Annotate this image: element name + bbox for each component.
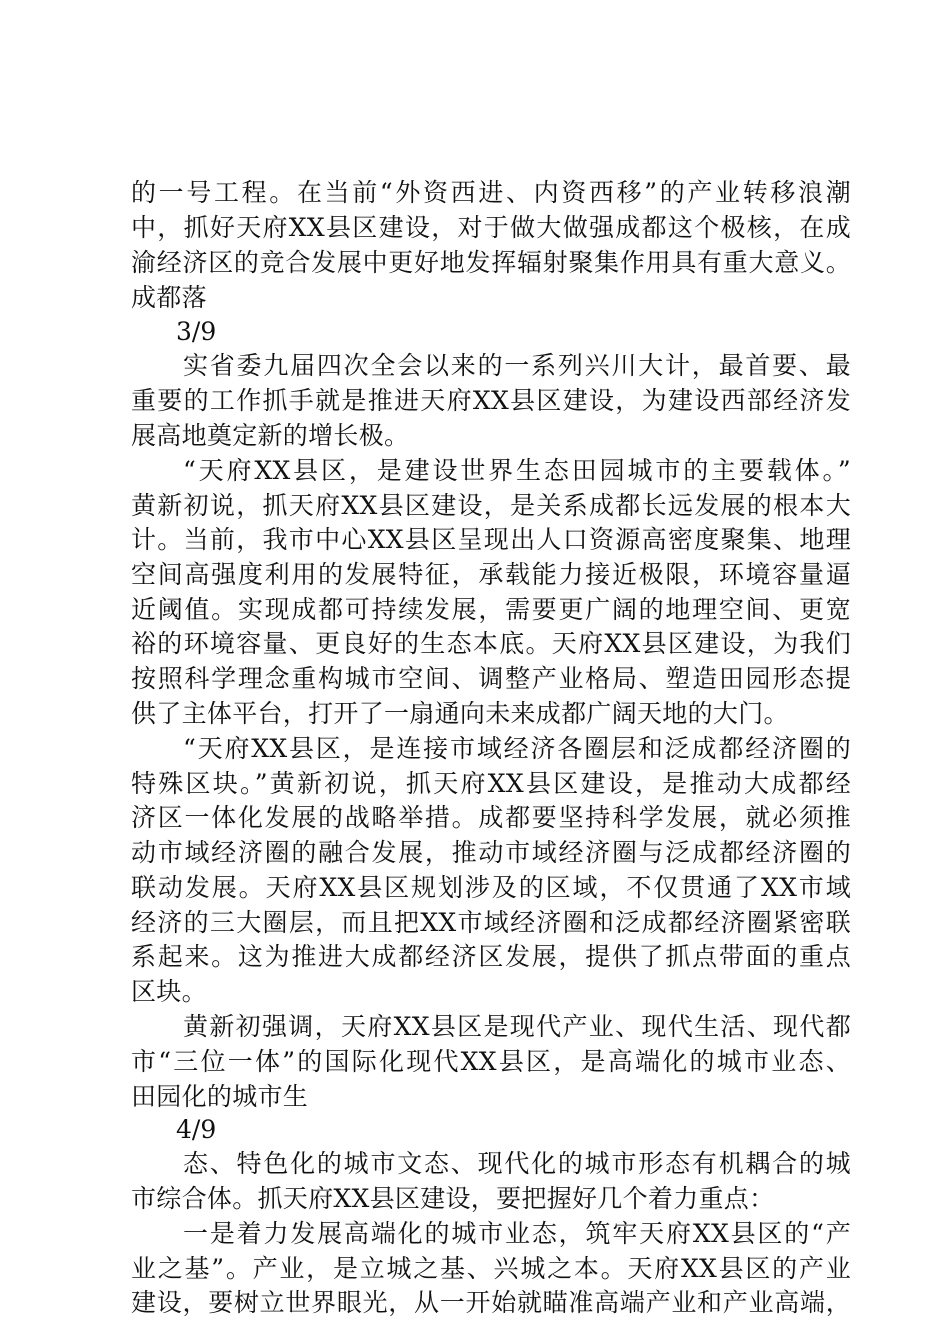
text-line: 区块。 xyxy=(131,977,207,1006)
text-line: 市“三位一体”的国际化现代XX县区，是高端化的城市业态、 xyxy=(131,1047,851,1076)
text-line: 动市域经济圈的融合发展，推动市域经济圈与泛成都经济圈的 xyxy=(131,838,851,867)
text-line: 计。当前，我市中心XX县区呈现出人口资源高密度聚集、地理 xyxy=(131,525,851,554)
text-line: 业之基”。产业，是立城之基、兴城之本。天府XX县区的产业 xyxy=(131,1254,851,1283)
text-line: 态、特色化的城市文态、现代化的城市形态有机耦合的城 xyxy=(183,1149,851,1178)
text-line: “天府XX县区，是连接市域经济各圈层和泛成都经济圈的 xyxy=(183,734,851,763)
text-line: 的一号工程。在当前“外资西进、内资西移”的产业转移浪潮 xyxy=(131,178,851,207)
text-line: 成都落 xyxy=(131,283,207,312)
text-line: 建设，要树立世界眼光，从一开始就瞄准高端产业和产业高端， xyxy=(131,1288,851,1317)
text-line: 按照科学理念重构城市空间、调整产业格局、塑造田园形态提 xyxy=(131,664,851,693)
text-line: 供了主体平台，打开了一扇通向未来成都广阔天地的大门。 xyxy=(131,699,789,728)
text-line: 裕的环境容量、更良好的生态本底。天府XX县区建设，为我们 xyxy=(131,629,851,658)
text-line: 经济的三大圈层，而且把XX市域经济圈和泛成都经济圈紧密联 xyxy=(131,908,851,937)
text-line: 田园化的城市生 xyxy=(131,1082,309,1111)
text-line: 联动发展。天府XX县区规划涉及的区域，不仅贯通了XX市域 xyxy=(131,873,851,902)
text-line: 实省委九届四次全会以来的一系列兴川大计，最首要、最 xyxy=(183,351,851,380)
text-line: 市综合体。抓天府XX县区建设，要把握好几个着力重点： xyxy=(131,1184,775,1213)
text-line: 渝经济区的竞合发展中更好地发挥辐射聚集作用具有重大意义。 xyxy=(131,248,851,277)
text-line: 空间高强度利用的发展特征，承载能力接近极限，环境容量逼 xyxy=(131,560,851,589)
text-line: 展高地奠定新的增长极。 xyxy=(131,421,410,450)
page-marker: 3/9 xyxy=(176,317,217,346)
text-line: 黄新初说，抓天府XX县区建设，是关系成都长远发展的根本大 xyxy=(131,491,851,520)
text-line: 黄新初强调，天府XX县区是现代产业、现代生活、现代都 xyxy=(183,1012,851,1041)
text-line: 重要的工作抓手就是推进天府XX县区建设，为建设西部经济发 xyxy=(131,386,851,415)
text-line: 系起来。这为推进大成都经济区发展，提供了抓点带面的重点 xyxy=(131,942,851,971)
text-line: “天府XX县区，是建设世界生态田园城市的主要载体。” xyxy=(183,456,851,485)
text-line: 近阈值。实现成都可持续发展，需要更广阔的地理空间、更宽 xyxy=(131,595,851,624)
text-line: 济区一体化发展的战略举措。成都要坚持科学发展，就必须推 xyxy=(131,803,851,832)
text-line: 中，抓好天府XX县区建设，对于做大做强成都这个极核，在成 xyxy=(131,213,851,242)
text-line: 特殊区块。”黄新初说，抓天府XX县区建设，是推动大成都经 xyxy=(131,769,851,798)
page-marker: 4/9 xyxy=(176,1115,217,1144)
text-line: 一是着力发展高端化的城市业态，筑牢天府XX县区的“产 xyxy=(183,1219,851,1248)
